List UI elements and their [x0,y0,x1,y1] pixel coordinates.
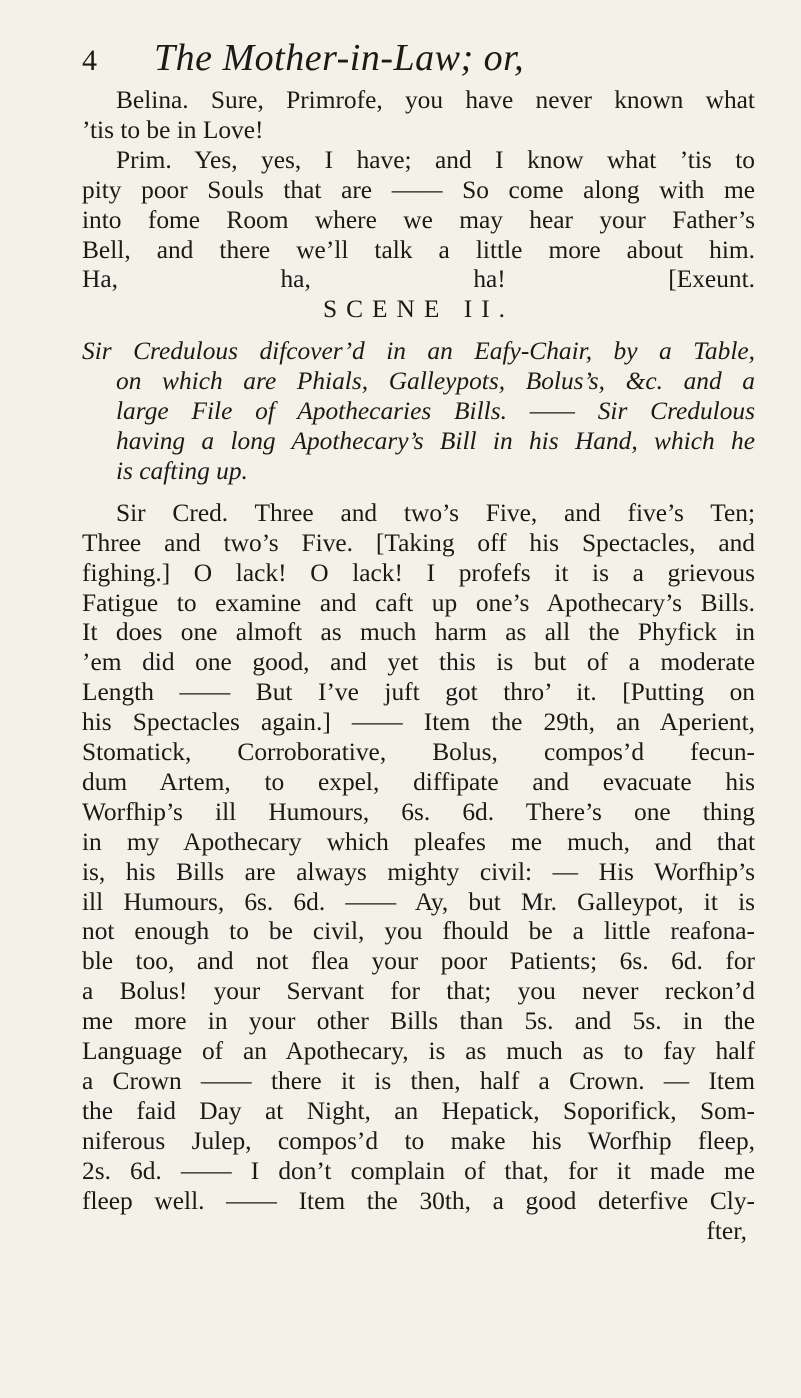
text-line: It does one almoft as much harm as all the Phyfick in [82,618,755,647]
text-line: Bell, and there we’ll talk a little more about him. [82,235,755,264]
stage-direction-line: large File of Apothecaries Bills. —— Sir Credulous [116,397,755,426]
running-title: The Mother-in-Law; or, [154,37,525,79]
text-line: a Crown —— there it is then, half a Crown. — Item [82,1067,755,1095]
text-line: Prim. Yes, yes, I have; and I know what ’tis to [116,145,755,174]
page-number: 4 [82,44,97,77]
body-text [82,86,755,1246]
text-line: ble too, and not flea your poor Patients; 6s. 6d. for [82,947,755,976]
text-line: ’tis to be in Love! [82,115,264,144]
text-line: a Bolus! your Servant for that; you never reckon’d [82,977,755,1006]
text-line: fighing.] O lack! O lack! I profefs it is a grievous [82,558,755,587]
text-line: me more in your other Bills than 5s. and 5s. in the [82,1007,755,1036]
text-line: Belina. Sure, Primrofe, you have never known what [116,86,755,114]
stage-direction-line: on which are Phials, Galleypots, Bolus’s, &c. and a [116,367,755,396]
text-line: Three and two’s Five. [Taking off his Spectacles, and [82,528,755,557]
text-line: Length —— But I’ve juft got thro’ it. [Putting on [82,678,755,707]
stage-direction-line: is cafting up. [116,456,248,485]
text-line: ill Humours, 6s. 6d. —— Ay, but Mr. Galleypot, it is [82,887,755,916]
text-line: Stomatick, Corroborative, Bolus, compos’d fecun- [82,738,755,767]
running-header [82,36,755,84]
scene-heading: SCENE II. [322,295,515,324]
text-line: in my Apothecary which pleafes me much, and that [82,827,755,856]
text-line: not enough to be civil, you fhould be a little reafona- [82,917,755,946]
text-line: Language of an Apothecary, is as much as to fay half [82,1037,755,1066]
text-line: dum Artem, to expel, diffipate and evacuate his [82,767,755,796]
text-line: his Spectacles again.] —— Item the 29th, an Aperient, [82,708,755,737]
text-line: 2s. 6d. —— I don’t complain of that, for it made me [82,1156,755,1185]
text-line: fleep well. —— Item the 30th, a good deterfive Cly- [82,1186,755,1215]
text-line: niferous Julep, compos’d to make his Worfhip fleep, [82,1126,755,1155]
stage-direction-line: Sir Credulous difcover’d in an Eafy-Chair, by a Table, [82,337,755,366]
text-line: Fatigue to examine and caft up one’s Apothecary’s Bills. [82,588,755,617]
text-line: Sir Cred. Three and two’s Five, and five’s Ten; [116,498,755,527]
stage-direction-line: having a long Apothecary’s Bill in his Hand, which he [116,426,755,455]
text-line: ’em did one good, and yet this is but of a moderate [82,648,755,677]
text-line: Worfhip’s ill Humours, 6s. 6d. There’s one thing [82,797,755,826]
text-line: Ha, ha, ha! [Exeunt. [82,265,755,294]
text-line: is, his Bills are always mighty civil: — His Worfhip’s [82,857,755,886]
catchword: fter, [706,1216,747,1245]
text-line: into fome Room where we may hear your Father’s [82,205,755,234]
text-line: pity poor Souls that are —— So come along with me [82,175,755,204]
text-line: the faid Day at Night, an Hepatick, Soporifick, Som- [82,1096,755,1125]
